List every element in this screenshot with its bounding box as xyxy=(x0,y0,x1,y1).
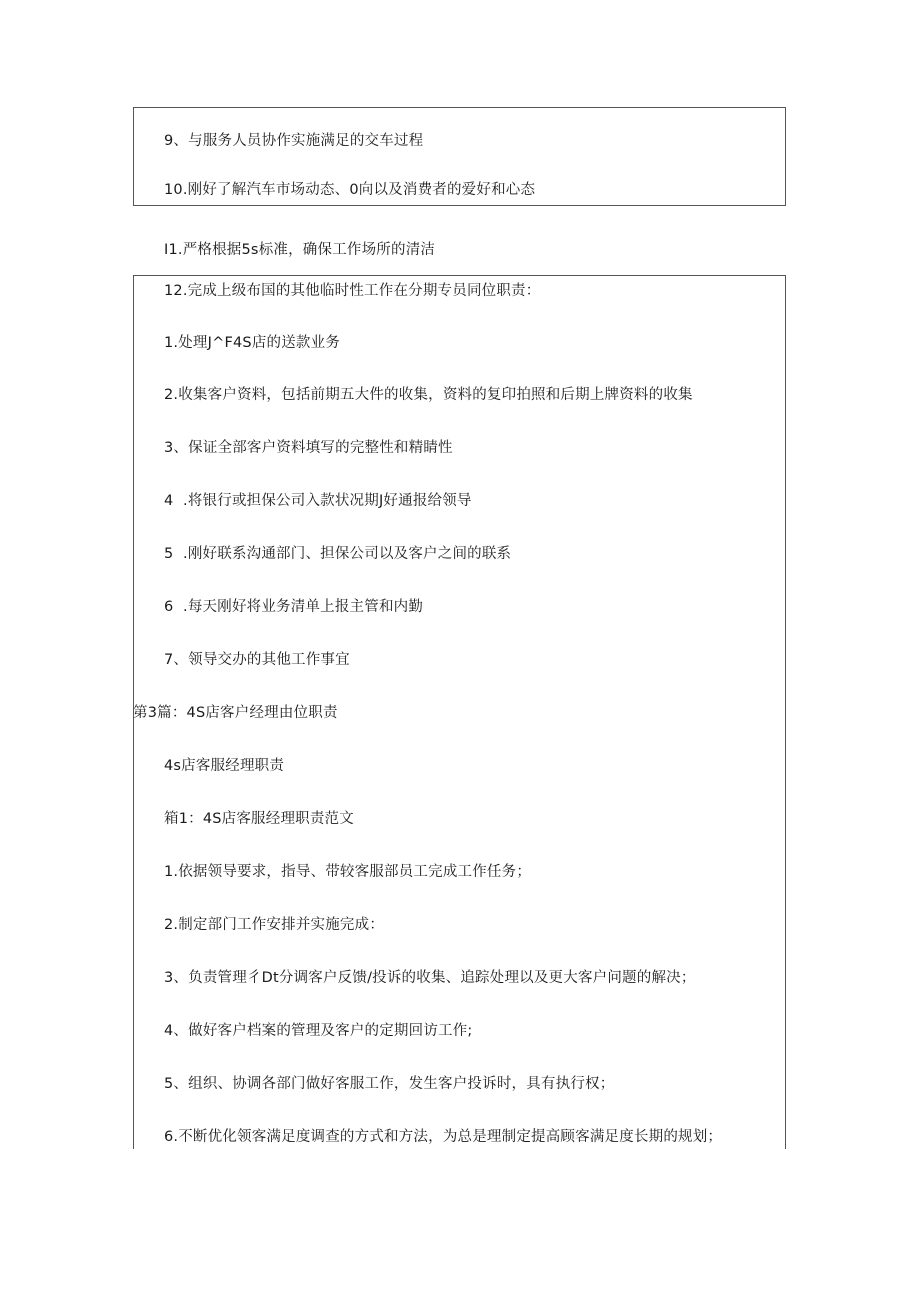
service-duty-4: 4、做好客户档案的管理及客户的定期回访工作; xyxy=(164,1023,473,1039)
service-duty-1: 1.依据领导要求，指导、带较客服部员工完成工作任务； xyxy=(164,864,532,880)
finance-duty-1: 1.处理J^F4S店的送款业务 xyxy=(164,335,341,351)
finance-duty-6: 6 .每天刚好将业务清单上报主管和内勤 xyxy=(164,599,424,615)
subheading-service-manager: 4s店客服经理职责 xyxy=(164,758,285,774)
service-duty-6: 6.不断优化领客满足度调查的方式和方法，为总是理制定提高顾客满足度长期的规划； xyxy=(164,1129,723,1145)
item-12: 12.完成上级布国的其他临时性工作在分期专员同位职责： xyxy=(164,283,541,299)
section-heading-3: 第3篇：4S店客户经理由位职责 xyxy=(133,705,338,721)
finance-duty-5: 5 .刚好联系沟通部门、担保公司以及客户之间的联系 xyxy=(164,546,512,562)
finance-duty-7: 7、领导交办的其他工作事宜 xyxy=(164,652,350,668)
item-11: I1.严格根据5s标准，确保工作场所的清洁 xyxy=(164,242,436,258)
finance-duty-2: 2.收集客户资料，包括前期五大件的收集，资料的复印拍照和后期上牌资料的收集 xyxy=(164,387,693,403)
service-duty-5: 5、组织、协调各部门做好客服工作，发生客户投诉时，具有执行权； xyxy=(164,1076,615,1092)
service-duty-2: 2.制定部门工作安排并实施完成： xyxy=(164,917,385,933)
finance-duty-3: 3、保证全部客户资料填写的完整性和精睛性 xyxy=(164,440,453,456)
finance-duty-4: 4 .将银行或担保公司入款状况期J好通报给领导 xyxy=(164,493,472,509)
service-duty-3: 3、负责管理彳Dt分调客户反馈/投诉的收集、追踪处理以及更大客户问题的解决； xyxy=(164,970,696,986)
item-10: 10.刚好了解汽车市场动态、0向以及消费者的爱好和心态 xyxy=(164,182,536,198)
item-9: 9、与服务人员协作实施满足的交车过程 xyxy=(164,133,424,149)
subheading-sample-1: 箱1：4S店客服经理职责范文 xyxy=(164,811,354,827)
